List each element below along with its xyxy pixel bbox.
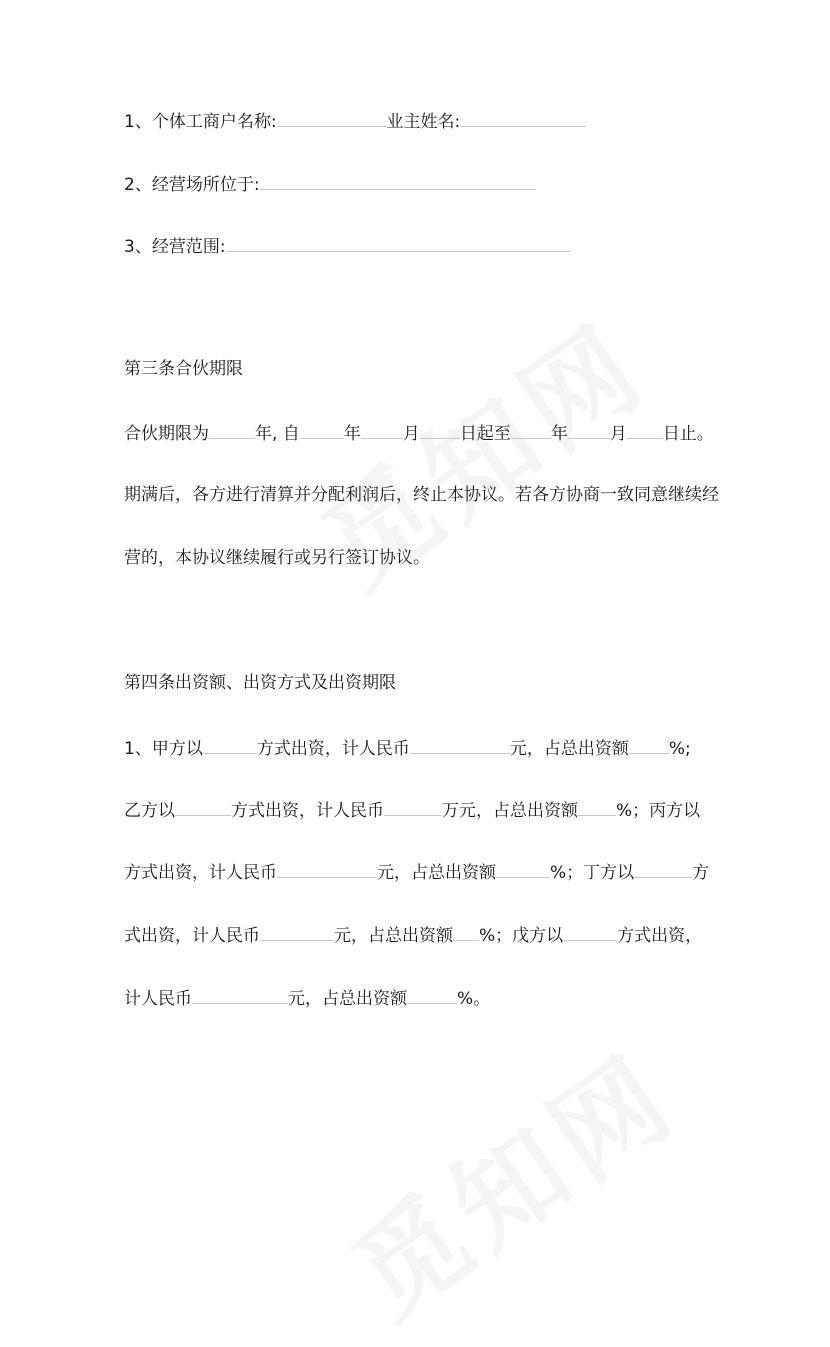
party-a-amount-blank (410, 735, 510, 754)
capital-text: 元，占总出资额 (334, 926, 453, 946)
term-text: 年, 自 (255, 424, 300, 444)
business-name-blank (277, 108, 387, 127)
capital-text: %；丙方以 (616, 801, 701, 821)
owner-name-label: 业主姓名: (386, 112, 461, 132)
term-text: 月 (609, 424, 627, 444)
end-day-blank (627, 420, 663, 439)
capital-text: %；丁方以 (550, 863, 635, 883)
business-name-label: 1、个体工商户名称: (124, 112, 277, 132)
capital-text: 方式出资，计人民币 (124, 863, 277, 883)
watermark-bottom (317, 1011, 703, 1347)
start-month-blank (361, 420, 403, 439)
business-location-blank (260, 171, 536, 190)
capital-line-3 (124, 859, 709, 884)
capital-line-2 (124, 797, 700, 822)
term-paragraph-1 (124, 420, 714, 445)
capital-text: 方式出资，计人民币 (256, 739, 410, 759)
capital-text: 1、甲方以 (124, 739, 203, 759)
capital-text: %; (668, 739, 691, 759)
capital-text: 方式出资，计人民币 (231, 801, 384, 821)
party-d-method-blank (634, 859, 692, 878)
party-b-method-blank (175, 797, 231, 816)
capital-text: 式出资，计人民币 (124, 926, 260, 946)
term-paragraph-3: 营的，本协议继续履行或另行签订协议。 (124, 548, 430, 568)
party-c-percent-blank (496, 859, 550, 878)
party-b-percent-blank (578, 797, 616, 816)
start-year-blank (300, 420, 344, 439)
party-d-amount-blank (260, 922, 334, 941)
party-c-amount-blank (277, 859, 377, 878)
term-text: 月 (402, 424, 420, 444)
party-e-percent-blank (407, 985, 457, 1004)
party-d-percent-blank (453, 922, 479, 941)
party-e-method-blank (563, 922, 617, 941)
party-a-percent-blank (629, 735, 669, 754)
business-location-label: 2、经营场所位于: (124, 175, 260, 195)
party-e-amount-blank (192, 985, 288, 1004)
end-year-blank (511, 420, 551, 439)
term-text: 日起至 (459, 424, 511, 444)
capital-line-4 (124, 922, 702, 947)
capital-text: %。 (457, 989, 491, 1009)
term-years-blank (209, 420, 255, 439)
business-location-line (124, 171, 536, 196)
capital-text: 计人民币 (124, 989, 192, 1009)
business-scope-line (124, 233, 570, 258)
term-text: 年 (343, 424, 361, 444)
term-text: 日止。 (662, 424, 714, 444)
end-month-blank (568, 420, 610, 439)
capital-text: 方 (692, 863, 710, 883)
business-scope-blank (226, 233, 570, 252)
capital-text: 乙方以 (124, 801, 175, 821)
start-day-blank (420, 420, 460, 439)
capital-text: 元，占总出资额 (288, 989, 407, 1009)
capital-text: %；戊方以 (479, 926, 564, 946)
capital-text: 万元，占总出资额 (442, 801, 578, 821)
party-a-method-blank (203, 735, 257, 754)
term-text: 年 (550, 424, 568, 444)
capital-heading: 第四条出资额、出资方式及出资期限 (124, 673, 396, 693)
capital-line-5 (124, 985, 490, 1010)
owner-name-blank (460, 108, 586, 127)
party-b-amount-blank (384, 797, 442, 816)
business-scope-label: 3、经营范围: (124, 237, 226, 257)
term-text: 合伙期限为 (124, 424, 209, 444)
term-paragraph-2: 期满后，各方进行清算并分配利润后，终止本协议。若各方协商一致同意继续经 (124, 485, 719, 505)
capital-text: 方式出资， (617, 926, 703, 946)
term-heading: 第三条合伙期限 (124, 359, 243, 379)
capital-line-1 (124, 735, 691, 760)
business-name-line (124, 108, 586, 133)
capital-text: 元，占总出资额 (509, 739, 629, 759)
capital-text: 元，占总出资额 (377, 863, 496, 883)
